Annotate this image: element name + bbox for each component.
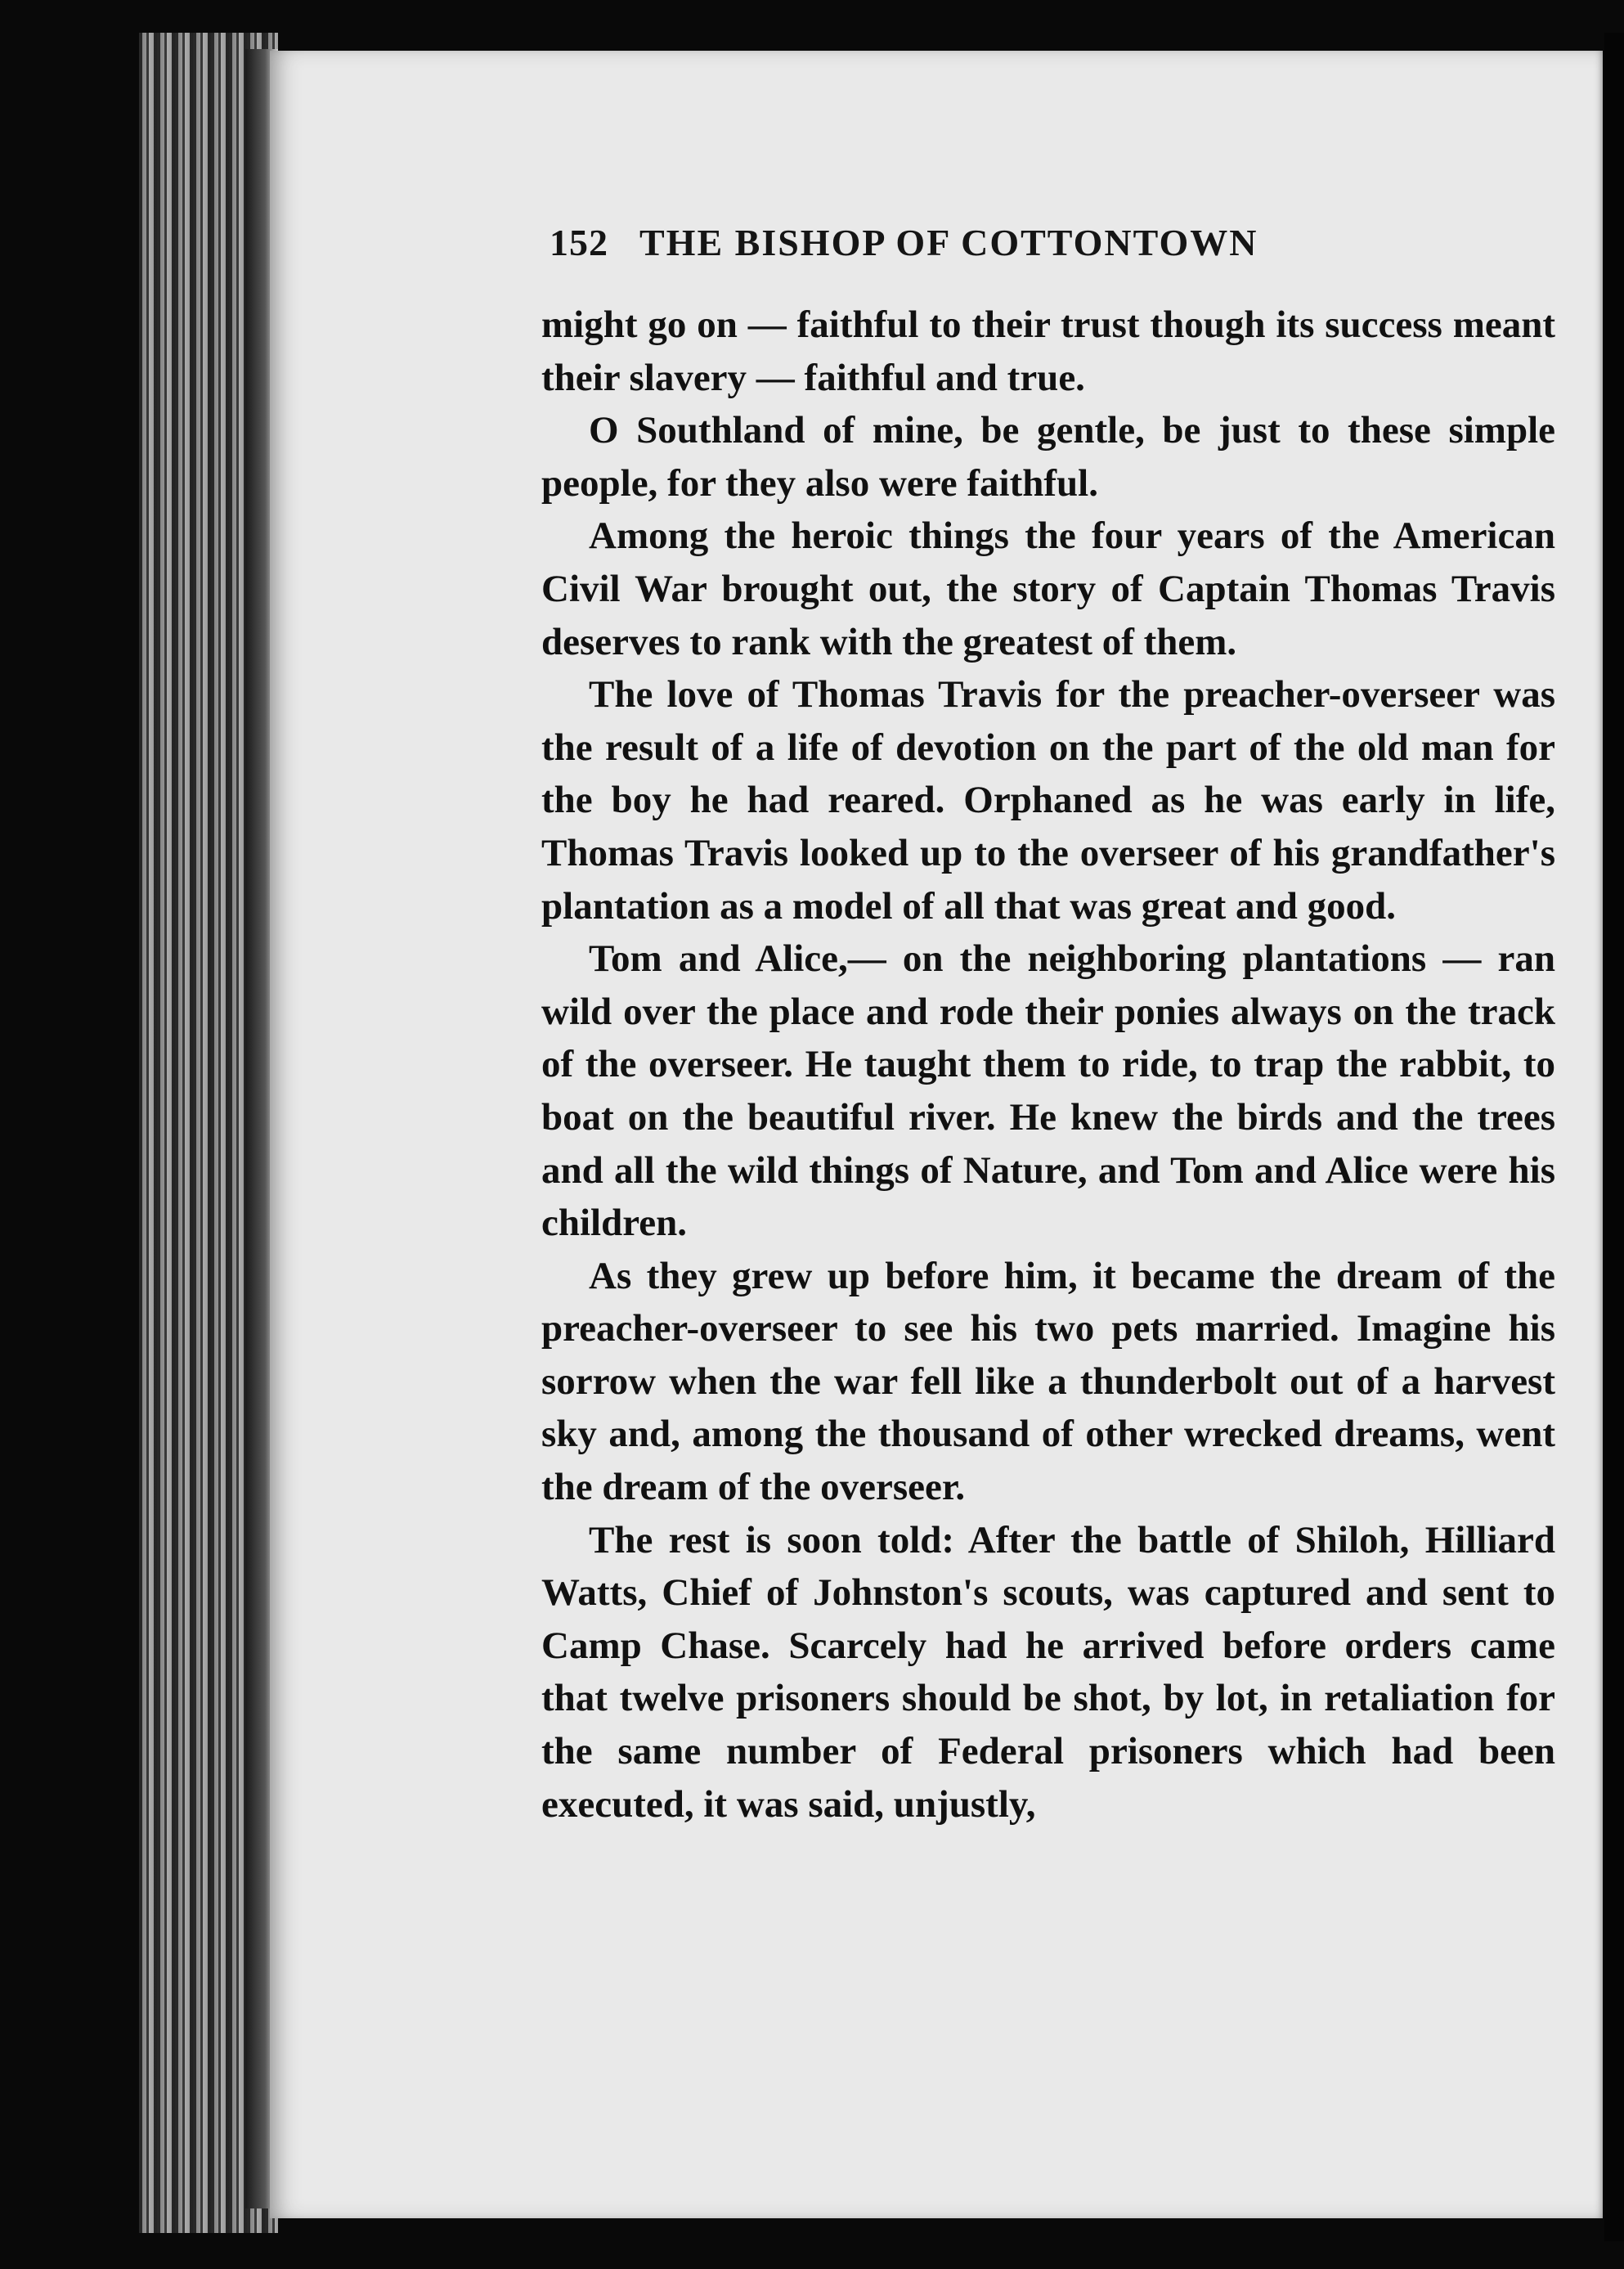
right-scan-border — [1604, 33, 1624, 2241]
paragraph: might go on — faithful to their trust though its success meant their slavery — faithful and true. — [541, 303, 1555, 399]
paragraph: Among the heroic things the four years of the American Civil War brought out, the story of Captain Thomas Travis deserves to rank with the greatest of them. — [541, 514, 1555, 663]
paragraph: Tom and Alice,— on the neighboring plantations — ran wild over the place and rode their ponies always on the track of the overseer. He taught them to ride, to trap the rabbit, to boat on the beautiful river. He knew the birds and the trees and all the wild things of Nature, and Tom and Alice were his children. — [541, 937, 1555, 1245]
paragraph: The love of Thomas Travis for the preacher-overseer was the result of a life of devotion on the part of the old man for the boy he had reared. Orphaned as he was early in life, Thomas Travis looked up to the overseer of his grandfather's plantation as a model of all that was great and good. — [541, 673, 1555, 928]
body-text — [541, 299, 1555, 1831]
page-number: 152 — [550, 222, 608, 263]
paragraph: The rest is soon told: After the battle of Shiloh, Hilliard Watts, Chief of Johnston's scouts, was captured and sent to Camp Chase. Scarcely had he arrived before orders came that twelve prisoners should be shot, by lot, in retaliation for the same number of Federal prisoners which had been executed, it was said, unjustly, — [541, 1518, 1555, 1826]
book-title: THE BISHOP OF COTTONTOWN — [639, 222, 1258, 263]
paragraph: O Southland of mine, be gentle, be just to these simple people, for they also were faithful. — [541, 409, 1555, 505]
running-head — [550, 221, 1416, 286]
paragraph: As they grew up before him, it became the dream of the preacher-overseer to see his two pets married. Imagine his sorrow when the war fell like a thunderbolt out of a harvest sky and, among the thousand of other wrecked dreams, went the dream of the overseer. — [541, 1254, 1555, 1509]
